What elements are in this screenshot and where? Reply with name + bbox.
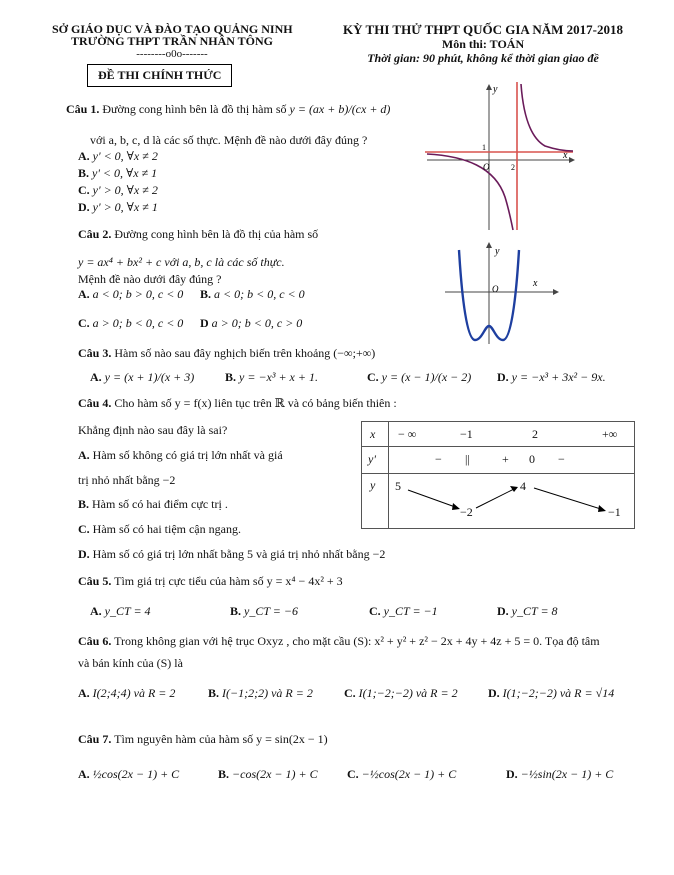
table-yp-sign3: − [558,452,565,466]
q2-graph [445,240,560,345]
q1-y-label: y [493,84,498,95]
table-x-label: x [370,427,376,441]
q6-option-d[interactable]: D. I(1;−2;−2) và R = √14 [488,686,615,700]
q4-option-d[interactable]: D. Hàm số có giá trị lớn nhất bằng 5 và giá trị nhỏ nhất bằng −2 [78,547,386,561]
q7-option-d[interactable]: D. −½sin(2x − 1) + C [506,767,614,781]
q4-question: Khẳng định nào sau đây là sai? [78,423,228,437]
q1-option-a[interactable]: A. y' < 0, ∀x ≠ 2 [78,149,158,163]
q6-option-a[interactable]: A. I(2;4;4) và R = 2 [78,686,176,700]
q5-option-c[interactable]: C. y_CT = −1 [369,604,438,618]
q1-origin-label: O [483,162,490,172]
table-x-pos-inf: +∞ [602,427,618,441]
q2-option-d[interactable]: D a > 0; b < 0, c > 0 [200,316,303,330]
q4-text: Cho hàm số y = f(x) liên tục trên ℝ và có bảng biến thiên : [114,396,397,410]
table-yp-zero: 0 [529,452,535,466]
q7-label: Câu 7. [78,732,112,746]
table-yp-sign2: + [502,452,509,466]
q2-label: Câu 2. [78,227,112,241]
q3-stem [78,346,375,361]
q2-option-a[interactable]: A. a < 0; b > 0, c < 0 [78,287,184,301]
table-x-minus1: −1 [460,427,473,441]
q5-stem [78,574,343,589]
q4-option-b[interactable]: B. Hàm số có hai điểm cực trị . [78,497,228,511]
q4-option-c[interactable]: C. Hàm số có hai tiệm cận ngang. [78,522,241,536]
table-yp-label: y' [368,452,376,466]
q2-x-label: x [533,278,538,289]
q2-formula: y = ax⁴ + bx² + c với a, b, c là các số thực. [78,255,285,269]
q3-option-c[interactable]: C. y = (x − 1)/(x − 2) [367,370,472,384]
department: SỞ GIÁO DỤC VÀ ĐÀO TẠO QUẢNG NINH [52,22,293,36]
table-yp-sign1: − [435,452,442,466]
school-name: TRƯỜNG THPT TRẦN NHÂN TÔNG [70,34,274,48]
q3-option-b[interactable]: B. y = −x³ + x + 1. [225,370,318,384]
q1-graph [425,82,575,232]
exam-time: Thời gian: 90 phút, không kể thời gian giao đề [367,51,599,65]
table-y-minus1: −1 [608,505,621,519]
q1-option-b[interactable]: B. y' < 0, ∀x ≠ 1 [78,166,158,180]
q1-text: Đường cong hình bên là đồ thị hàm số [102,102,287,116]
table-y-minus2: −2 [460,505,473,519]
q1-x-label: x [563,150,568,161]
table-y-5: 5 [395,479,401,493]
q6-text: Trong không gian với hệ trục Oxyz , cho mặt cầu (S): x² + y² + z² − 2x + 4y + 4z + 5 = 0. Tọa độ tâm [114,634,600,648]
q4-label: Câu 4. [78,396,112,410]
variation-table [361,421,635,529]
q1-stem [66,102,390,117]
q1-tick-2: 2 [511,163,515,172]
q1-tick-1: 1 [482,143,486,152]
q2-text2: Mệnh đề nào dưới đây đúng ? [78,272,222,286]
table-y-label: y [370,478,376,492]
q2-y-label: y [495,246,500,257]
q7-text: Tìm nguyên hàm của hàm số y = sin(2x − 1) [114,732,328,746]
table-arrows [362,422,634,528]
q2-stem [78,227,318,242]
q2-origin-label: O [492,284,499,294]
q7-stem [78,732,328,747]
q3-text: Hàm số nào sau đây nghịch biến trên khoảng (−∞;+∞) [114,346,376,360]
exam-title: KỲ THI THỬ THPT QUỐC GIA NĂM 2017-2018 [343,22,623,37]
table-yp-undefined: || [465,452,470,466]
q5-option-a[interactable]: A. y_CT = 4 [90,604,151,618]
q5-option-b[interactable]: B. y_CT = −6 [230,604,298,618]
q3-option-a[interactable]: A. y = (x + 1)/(x + 3) [90,370,195,384]
table-x-2: 2 [532,427,538,441]
q5-label: Câu 5. [78,574,112,588]
q6-label: Câu 6. [78,634,112,648]
header-separator: --------o0o------- [136,48,208,60]
q5-option-d[interactable]: D. y_CT = 8 [497,604,558,618]
q6-option-c[interactable]: C. I(1;−2;−2) và R = 2 [344,686,458,700]
q6-option-b[interactable]: B. I(−1;2;2) và R = 2 [208,686,313,700]
q1-formula: y = (ax + b)/(cx + d) [289,102,391,116]
q4-option-a-cont: trị nhỏ nhất bằng −2 [78,473,176,487]
table-x-neg-inf: − ∞ [398,427,417,441]
q1-label: Câu 1. [66,102,100,116]
q2-text: Đường cong hình bên là đồ thị của hàm số [114,227,319,241]
q7-option-a[interactable]: A. ½cos(2x − 1) + C [78,767,180,781]
official-label: ĐỀ THI CHÍNH THỨC [87,64,232,87]
q1-text2: với a, b, c, d là các số thực. Mệnh đề nào dưới đây đúng ? [90,133,368,147]
q5-text: Tìm giá trị cực tiểu của hàm số y = x⁴ − 4x² + 3 [114,574,343,588]
q4-option-a[interactable]: A. Hàm số không có giá trị lớn nhất và giá [78,448,283,462]
q2-option-c[interactable]: C. a > 0; b < 0, c < 0 [78,316,184,330]
exam-subject: Môn thi: TOÁN [441,37,525,51]
q6-text2: và bán kính của (S) là [78,656,183,670]
q2-option-b[interactable]: B. a < 0; b < 0, c < 0 [200,287,305,301]
q6-stem [78,634,600,649]
q1-option-d[interactable]: D. y' > 0, ∀x ≠ 1 [78,200,158,214]
table-y-4: 4 [520,479,526,493]
q7-option-b[interactable]: B. −cos(2x − 1) + C [218,767,318,781]
q4-stem [78,396,397,411]
q1-option-c[interactable]: C. y' > 0, ∀x ≠ 2 [78,183,158,197]
q3-label: Câu 3. [78,346,112,360]
q7-option-c[interactable]: C. −½cos(2x − 1) + C [347,767,457,781]
q3-option-d[interactable]: D. y = −x³ + 3x² − 9x. [497,370,606,384]
